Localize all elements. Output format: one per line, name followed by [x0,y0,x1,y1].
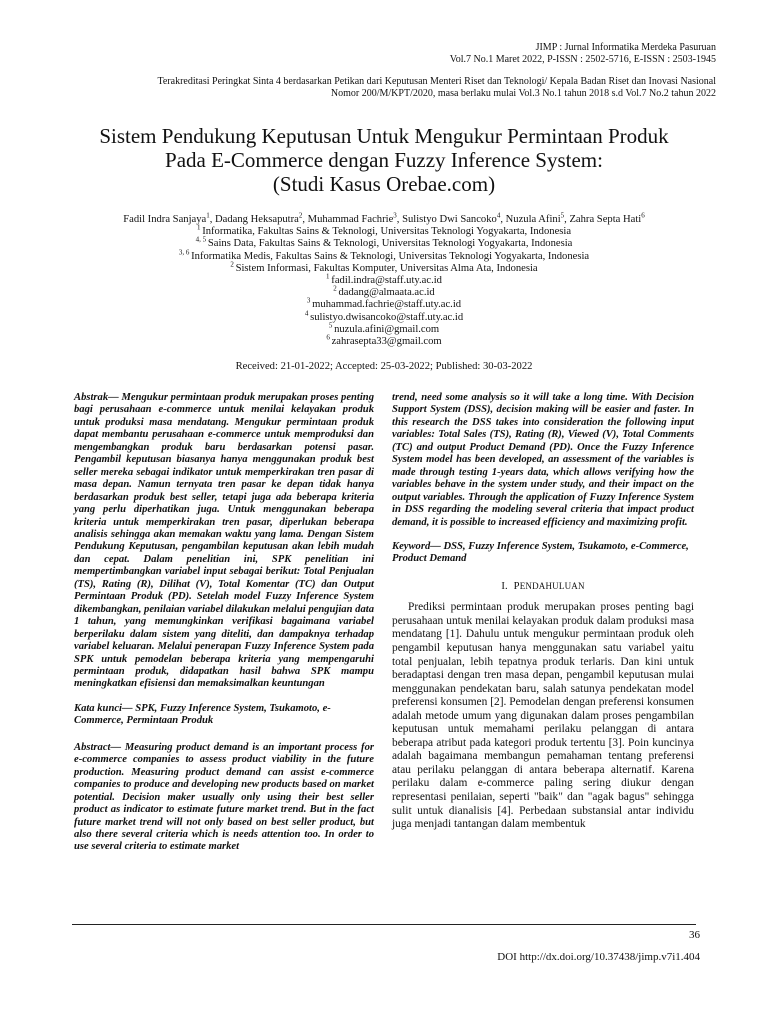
accreditation-note [157,76,716,99]
journal-name: JIMP : Jurnal Informatika Merdeka Pasuruan [535,42,716,53]
author-name: , Nuzula Afini [500,214,561,225]
title-line-1: Sistem Pendukung Keputusan Untuk Mengukur Permintaan Produk [99,124,669,148]
email: $^5$ nuzula.afini@gmail.com [328,321,440,335]
affiliation: $^1$ Informatika, Fakultas Sains & Teknologi, Universitas Teknologi Yogyakarta, Indonesia [196,223,572,238]
section-heading: I. PENDAHULUAN [501,580,585,592]
author-name: , Dadang Heksaputra [209,214,299,225]
footer-divider [72,924,696,925]
doi-footer [497,951,700,963]
keywords: Keyword— DSS, Fuzzy Inference System, Tsukamoto, e-Commerce, Product Demand [392,540,689,565]
accreditation-line-2: Nomor 200/M/KPT/2020, masa berlaku mulai Vol.3 No.1 tahun 2018 s.d Vol.7 No.2 tahun 2022 [330,87,716,99]
doi-link[interactable]: http://dx.doi.org/10.37438/jimp.v7i1.404 [519,951,700,963]
email: $^3$ muhammad.fachrie@staff.uty.ac.id [306,296,462,311]
title-line-2: Pada E-Commerce dengan Fuzzy Inference System: [165,148,603,172]
email: $^6$ zahrasepta33@gmail.com [326,333,442,348]
author-name: , Sulistyo Dwi Sancoko [396,214,497,225]
page-number: 36 [689,929,700,941]
email: $^1$ fadil.indra@staff.uty.ac.id [326,272,442,287]
email: $^4$ sulistyo.dwisancoko@staff.uty.ac.id [304,309,464,323]
received-dates: Received: 21-01-2022; Accepted: 25-03-2022; Published: 30-03-2022 [235,361,533,372]
journal-volume-issn: Vol.7 No.1 Maret 2022, P-ISSN : 2502-5716, E-ISSN : 2503-1945 [449,53,716,65]
journal-header [450,42,716,65]
right-column [392,392,694,832]
author-name: Fadil Indra Sanjaya [123,214,207,225]
intro-paragraph: Prediksi permintaan produk merupakan proses penting bagi perusahaan untuk menilai kelayakan produk dalam produksi masa mendatang [1]. Dahulu untuk mengukur permintaan produk oleh pengambil keputusan hanya menggunakan satu variabel yaitu total penjualan, lebih tepatnya produk terlaris. Dan kini untuk beradaptasi dengan tren masa depan, pengambil keputusan mulai menggunakan pendekatan baru, salah satunya pendekatan model preferensi konsumen [2]. Pemodelan dengan preferensi konsumen adalah metode umum yang digunakan dalam proses pengambilan keputusan untuk memahami perilaku pelanggan di antara beberapa atribut pada kategori produk tertentu [3]. Poin kuncinya adalah bagaimana membangun pemahaman tentang preferensi atau perilaku pelanggan di antara beberapa alternatif. Karena perilaku dalam e-commerce paling sering diukur dengan representasi penilaian, seperti "baik" dan "agak bagus" sehingga sulit untuk dianalisis [4]. Perbedaan substansial antar individu juga menjadi tantangan dalam membentuk [392,601,694,831]
author-block [40,211,728,348]
title-line-3: (Studi Kasus Orebae.com) [272,172,496,196]
doi-label: DOI [497,951,517,963]
affiliation: $^{3, 6}$ Informatika Medis, Fakultas Sains & Teknologi, Universitas Teknologi Yogyakarta, Indonesia [178,248,590,262]
accreditation-line-1: Terakreditasi Peringkat Sinta 4 berdasarkan Petikan dari Keputusan Menteri Riset dan Teknologi/ Kepala Badan Riset dan Inovasi Nasional [157,76,716,87]
abstract-english-continued: trend, need some analysis so it will take a long time. With Decision Support System (DSS), decision making will be easier and faster. In this research the DSS takes into consideration the following input variables: Total Sales (TS), Rating (R), Viewed (V), Total Comments (TC) and output Product Demand (PD). Once the Fuzzy Inference System model has been developed, an assessment of the variables is made through testing 1-years data, which allows verifying how the variables behave in the system under study, and their impact on the output variables. Through the application of Fuzzy Inference System in DSS regarding the modeling several criteria that impact product demand, it is possible to increased efficiency and maximizing profit. [392,392,694,528]
author-name: , Muhammad Fachrie [302,214,394,225]
paper-title [40,124,728,196]
email: $^2$ dadang@almaata.ac.id [333,284,435,299]
author-list: Fadil Indra Sanjaya$^1$, Dadang Heksaputra$^2$, Muhammad Fachrie$^3$, Sulistyo Dwi Sancoko$^4$, Nuzula Afini$^5$, Zahra Septa Hati$^6$ [123,211,645,225]
left-column [74,392,374,866]
abstract-english: Abstract— Measuring product demand is an important process for e-commerce companies to assess product viability in the future production. Measuring product demand can assist e-commerce companies to produce and developing new products based on market potential. Decision maker usually only using their best seller product as indicator to estimate future market trend. But in the fact future market trend will not only based on best seller product, but also there several criteria which is needs attention too. In order to use several criteria to estimate market [74,741,374,853]
author-name: , Zahra Septa Hati [564,214,642,225]
affiliation: $^{4, 5}$ Sains Data, Fakultas Sains & Teknologi, Universitas Teknologi Yogyakarta, Indonesia [195,235,573,250]
affiliation: $^2$ Sistem Informasi, Fakultas Komputer, Universitas Alma Ata, Indonesia [230,260,538,274]
abstrak: Abstrak— Mengukur permintaan produk merupakan proses penting bagi perusahaan e-commerce untuk menilai kelayakan produk untuk produksi masa mendatang. Mengukur permintaan produk dapat membantu perusahaan e-commerce untuk memproduksi dan mengembangkan produk baru berdasarkan potensi pasar. Pengambil keputusan biasanya hanya menggunakan produk best seller mereka sebagai indikator untuk memperkirakan tren pasar di masa depan. Namun ternyata tren pasar ke depan tidak hanya berdasarkan produk best seller, tetapi juga ada beberapa kriteria yang perlu diperhatikan juga. Untuk menggunakan beberapa kriteria untuk memperkirakan tren pasar, diperlukan beberapa analisis sehingga akan memakan waktu yang lama. Dengan Sistem Pendukung Keputusan, pengambilan keputusan akan lebih mudah dan cepat. Dalam penelitian ini, SPK penelitian ini mempertimbangkan variabel input sebagai berikut: Total Penjualan (TS), Rating (R), Dilihat (V), Total Komentar (TC) dan Output Permintaan Produk (PD). Setelah model Fuzzy Inference System dikembangkan, penilaian variabel dilakukan melalui pengujian data 1 tahun, yang memungkinkan verifikasi bagaimana variabel berperilaku dalam sistem yang diteliti, dan dampaknya terhadap variabel keluaran. Melalui penerapan Fuzzy Inference System pada SPK untuk pemodelan beberapa kriteria yang mempengaruhi permintaan produk, didapatkan hasil bahwa SPK mampu meningkatkan efisiensi dan memaksimalkan keuntungan [74,392,374,690]
kata-kunci: Kata kunci— SPK, Fuzzy Inference System, Tsukamoto, e-Commerce, Permintaan Produk [74,702,331,727]
